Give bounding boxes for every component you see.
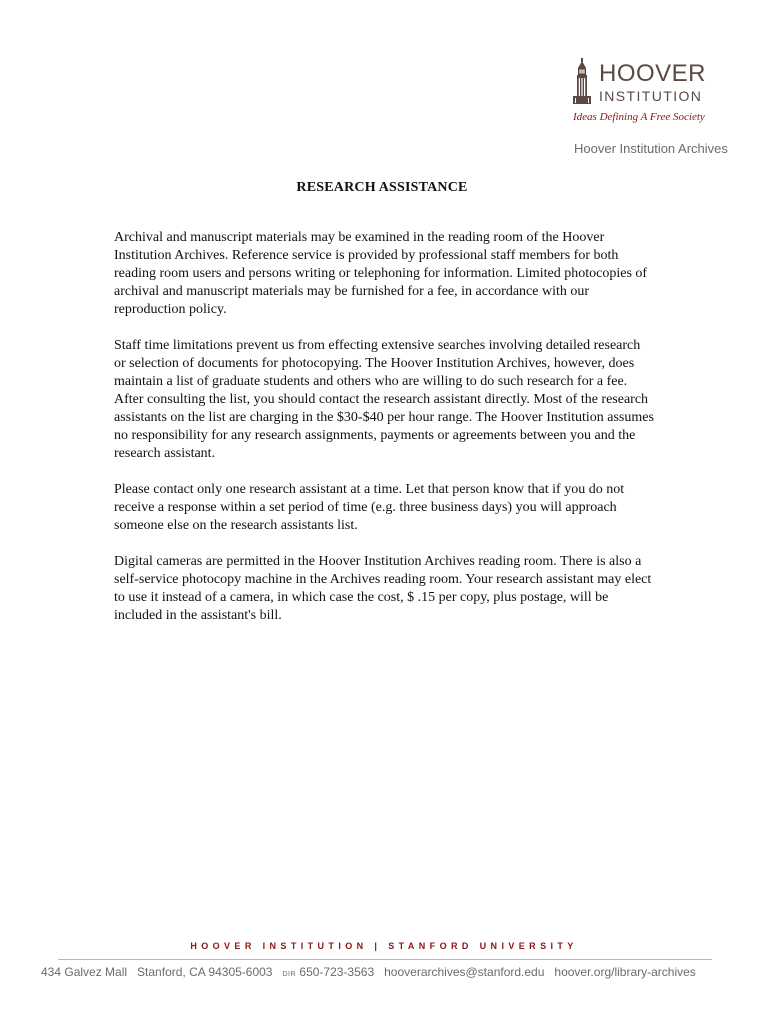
logo-subname: INSTITUTION xyxy=(599,88,703,104)
footer-city: Stanford, CA 94305-6003 xyxy=(137,965,273,979)
footer-banner: HOOVER INSTITUTION | STANFORD UNIVERSITY xyxy=(190,941,578,951)
body-paragraph: Staff time limitations prevent us from effecting extensive searches involving detailed research or selection of documents for photocopying. The Hoover Institution Archives, however, does maintain a list of graduate students and others who are willing to do such research for a fee. After consulting the list, you should contact the research assistant directly. Most of the research assistants on the list are charging in the $30-$40 per hour range. The Hoover Institution assumes no responsibility for any research assignments, payments or agreements between you and the research assistant. xyxy=(114,338,654,461)
document-body xyxy=(114,229,654,643)
body-paragraph: Digital cameras are permitted in the Hoover Institution Archives reading room. There is also a self-service photocopy machine in the Archives reading room. Your research assistant may elect to use it instead of a camera, in which case the cost, $ .15 per copy, plus postage, will be included in the assistant's bill. xyxy=(114,554,652,623)
document-title: RESEARCH ASSISTANCE xyxy=(296,180,468,195)
logo-tagline: Ideas Defining A Free Society xyxy=(573,111,705,123)
hoover-tower-icon xyxy=(572,58,592,104)
body-paragraph: Please contact only one research assistant at a time. Let that person know that if you do not receive a response within a set period of time (e.g. three business days) you will approach someone else on the research assistants list. xyxy=(114,482,625,533)
body-paragraph: Archival and manuscript materials may be examined in the reading room of the Hoover Institution Archives. Reference service is provided by professional staff members for both reading room users and persons writing or telephoning for information. Limited photocopies of archival and manuscript materials may be furnished for a fee, in accordance with our reproduction policy. xyxy=(114,230,648,317)
footer-address: 434 Galvez Mall xyxy=(41,965,128,979)
logo-name: HOOVER xyxy=(599,60,707,87)
footer-contact xyxy=(41,965,696,979)
footer-phone: 650-723-3563 xyxy=(299,965,375,979)
footer-website: hoover.org/library-archives xyxy=(554,965,696,979)
department-label: Hoover Institution Archives xyxy=(574,141,728,156)
footer-email: hooverarchives@stanford.edu xyxy=(384,965,545,979)
footer-divider xyxy=(58,959,712,960)
footer-phone-label: DIR xyxy=(282,971,297,978)
hoover-logo xyxy=(570,56,720,128)
